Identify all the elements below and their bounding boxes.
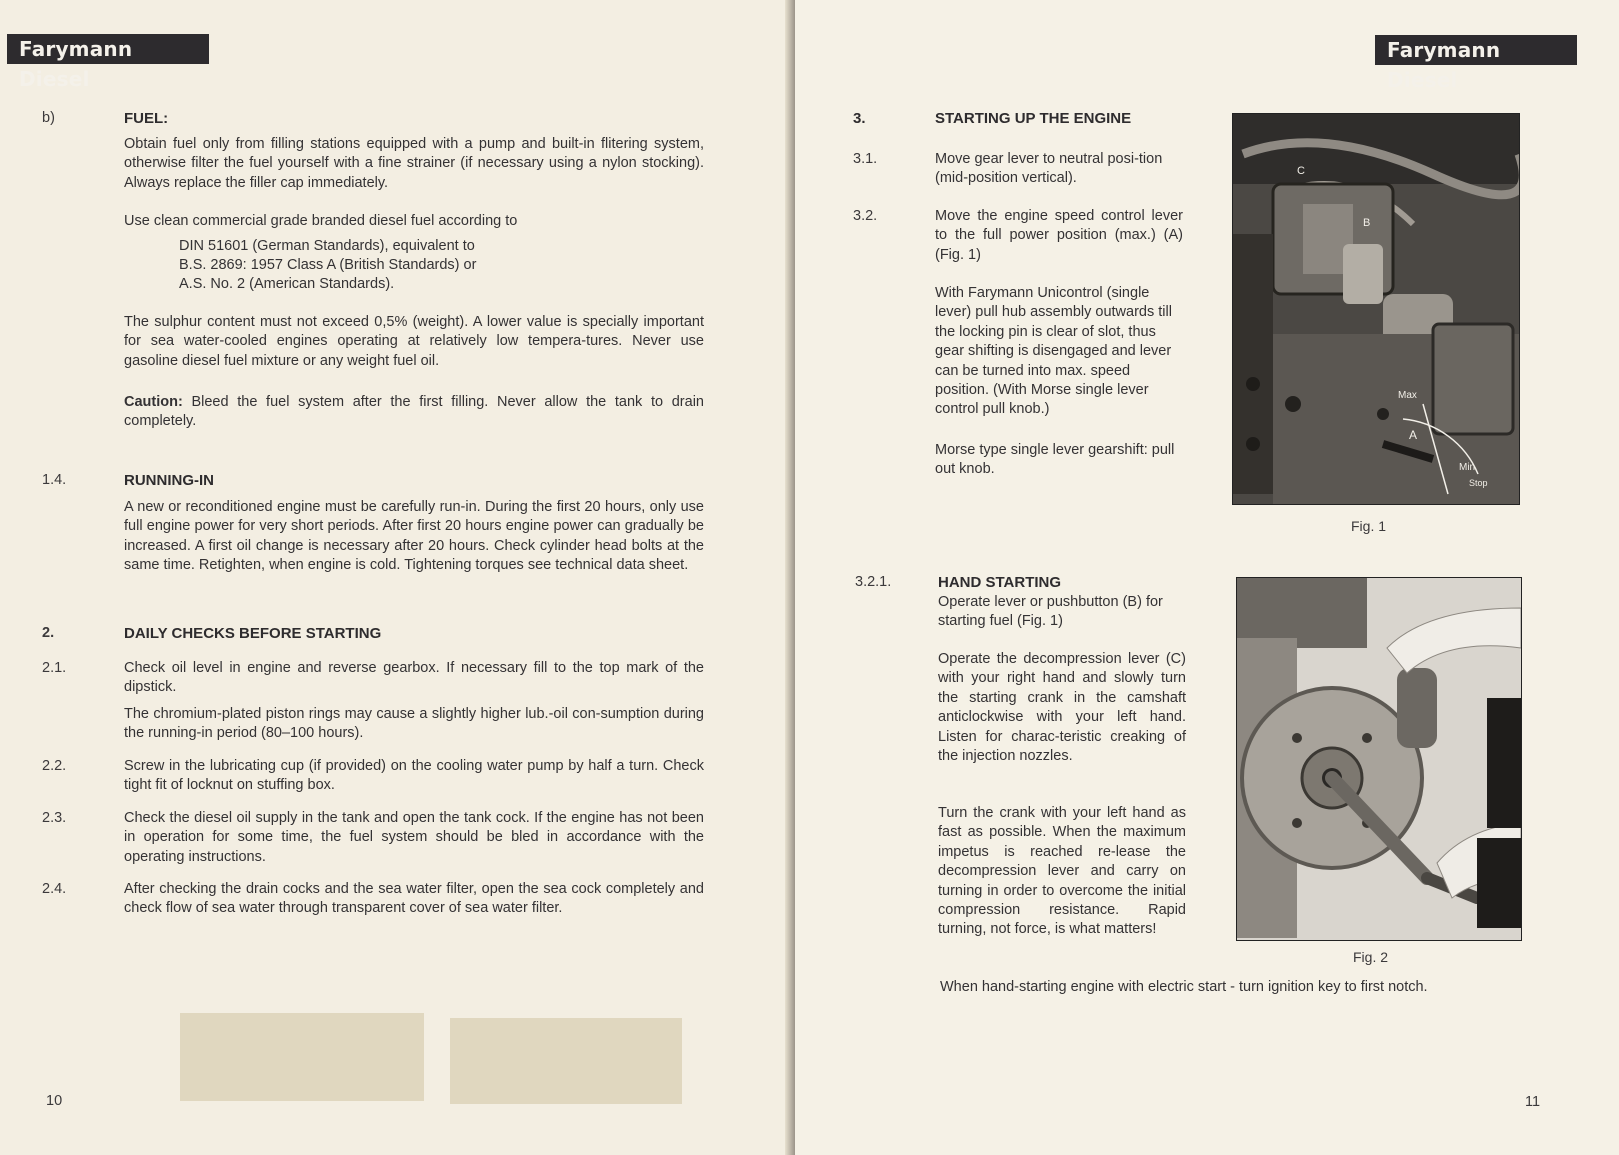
section-3-2-number: 3.2. <box>853 208 878 224</box>
fig1-label-b: B <box>1363 217 1371 229</box>
right-page <box>795 0 1619 1155</box>
section-2-number: 2. <box>42 625 55 641</box>
running-in-heading: RUNNING-IN <box>124 472 214 489</box>
tape-stain-right <box>450 1018 682 1104</box>
engine-photo-1 <box>1233 114 1519 504</box>
figure-2-caption: Fig. 2 <box>1353 949 1389 965</box>
caution-text: Bleed the fuel system after the first filling. Never allow the tank to drain completely. <box>124 394 704 430</box>
section-2-4-number: 2.4. <box>42 881 67 897</box>
section-3-2-text: Move the engine speed control lever to the full power position (max.) (A) (Fig. 1) <box>935 208 1183 263</box>
electric-start-note: When hand-starting engine with electric start - turn ignition key to first notch. <box>940 979 1428 995</box>
figure-2-photo <box>1236 577 1522 941</box>
section-3-number: 3. <box>853 110 866 127</box>
decompression-text: Operate the decompression lever (C) with your right hand and slowly turn the starting crank in the camshaft anticlockwise with your left hand. Listen for charac-teristic creaking of the injection nozzles. <box>938 651 1186 765</box>
caution-note <box>124 393 704 432</box>
section-b-label: b) <box>42 110 55 126</box>
fig1-label-stop: Stop <box>1469 478 1488 488</box>
running-in-text: A new or reconditioned engine must be carefully run-in. During the first 20 hours, only use full engine power for very short periods. After first 20 hours engine power can gradually be increased. A first oil change is necessary after 20 hours. Check cylinder head bolts at the same time. Retighten, when engine is cold. Tightening torques see technical data sheet. <box>124 499 704 574</box>
fig1-label-a: A <box>1409 428 1418 442</box>
morse-gearshift-text: Morse type single lever gearshift: pull out knob. <box>935 442 1175 478</box>
fuel-standard-3: A.S. No. 2 (American Standards). <box>179 276 395 292</box>
section-2-3-text: Check the diesel oil supply in the tank and open the tank cock. If the engine has not been in operation for some time, the fuel system should be bled in accordance with the operating instructions. <box>124 810 704 865</box>
section-2-3-number: 2.3. <box>42 810 67 826</box>
fuel-paragraph-2: Use clean commercial grade branded diesel fuel according to <box>124 213 518 229</box>
section-3-1-text: Move gear lever to neutral posi-tion (mid-position vertical). <box>935 151 1163 187</box>
hand-starting-text: Operate lever or pushbutton (B) for starting fuel (Fig. 1) <box>938 594 1163 630</box>
fuel-paragraph-1: Obtain fuel only from filling stations equipped with a pump and built-in flitering system, otherwise filter the fuel yourself with a fine strainer (if necessary using a nylon stocking). Always replace the filler cap immediately. <box>124 136 704 191</box>
section-1-4-number: 1.4. <box>42 472 67 488</box>
fig1-label-c: C <box>1297 165 1305 177</box>
caution-label: Caution: <box>124 394 183 410</box>
fig1-label-max: Max <box>1398 390 1417 401</box>
page-number-right: 11 <box>1525 1094 1541 1110</box>
fuel-standard-1: DIN 51601 (German Standards), equivalent to <box>179 238 475 254</box>
section-3-1-number: 3.1. <box>853 151 878 167</box>
hand-starting-heading: HAND STARTING <box>938 574 1062 591</box>
fuel-standard-2: B.S. 2869: 1957 Class A (British Standards) or <box>179 257 477 273</box>
section-2-1-number: 2.1. <box>42 660 67 676</box>
section-2-2-number: 2.2. <box>42 758 67 774</box>
fuel-paragraph-3: The sulphur content must not exceed 0,5% (weight). A lower value is specially important for sea water-cooled engines operating at relatively low tempera-tures. Never use gasoline diesel fuel mixture or any weight fuel oil. <box>124 314 704 369</box>
brand-logo-right: Farymann Diesel <box>1375 35 1577 65</box>
figure-1-photo <box>1232 113 1520 505</box>
section-2-2-text: Screw in the lubricating cup (if provided) on the cooling water pump by half a turn. Check tight fit of locknut on stuffing box. <box>124 758 704 794</box>
crank-text: Turn the crank with your left hand as fast as possible. When the maximum impetus is reached re-lease the decompression lever and carry on turning in order to overcome the initial compression resistance. Rapid turning, not force, is what matters! <box>938 805 1186 938</box>
starting-engine-heading: STARTING UP THE ENGINE <box>935 110 1132 127</box>
fig1-label-min: Min <box>1459 462 1476 473</box>
figure-1-caption: Fig. 1 <box>1351 518 1387 534</box>
daily-checks-heading: DAILY CHECKS BEFORE STARTING <box>124 625 382 642</box>
left-page <box>0 0 795 1155</box>
page-number-left: 10 <box>46 1093 63 1109</box>
section-2-4-text: After checking the drain cocks and the sea water filter, open the sea cock completely and check flow of sea water through transparent cover of sea water filter. <box>124 881 704 917</box>
brand-logo-left: Farymann Diesel <box>7 34 209 64</box>
engine-photo-2 <box>1237 578 1521 940</box>
unicontrol-text: With Farymann Unicontrol (single lever) pull hub assembly outwards till the locking pin is clear of slot, thus gear shifting is disengaged and lever can be turned into max. speed position. (With Morse single lever control pull knob.) <box>935 285 1172 418</box>
section-2-1-text-2: The chromium-plated piston rings may cause a slightly higher lub.-oil con-sumption during the running-in period (80–100 hours). <box>124 706 704 742</box>
section-3-2-1-number: 3.2.1. <box>855 574 892 590</box>
section-2-1-text: Check oil level in engine and reverse gearbox. If necessary fill to the top mark of the dipstick. <box>124 660 704 696</box>
fuel-heading: FUEL: <box>124 110 169 127</box>
tape-stain-left <box>180 1013 424 1101</box>
